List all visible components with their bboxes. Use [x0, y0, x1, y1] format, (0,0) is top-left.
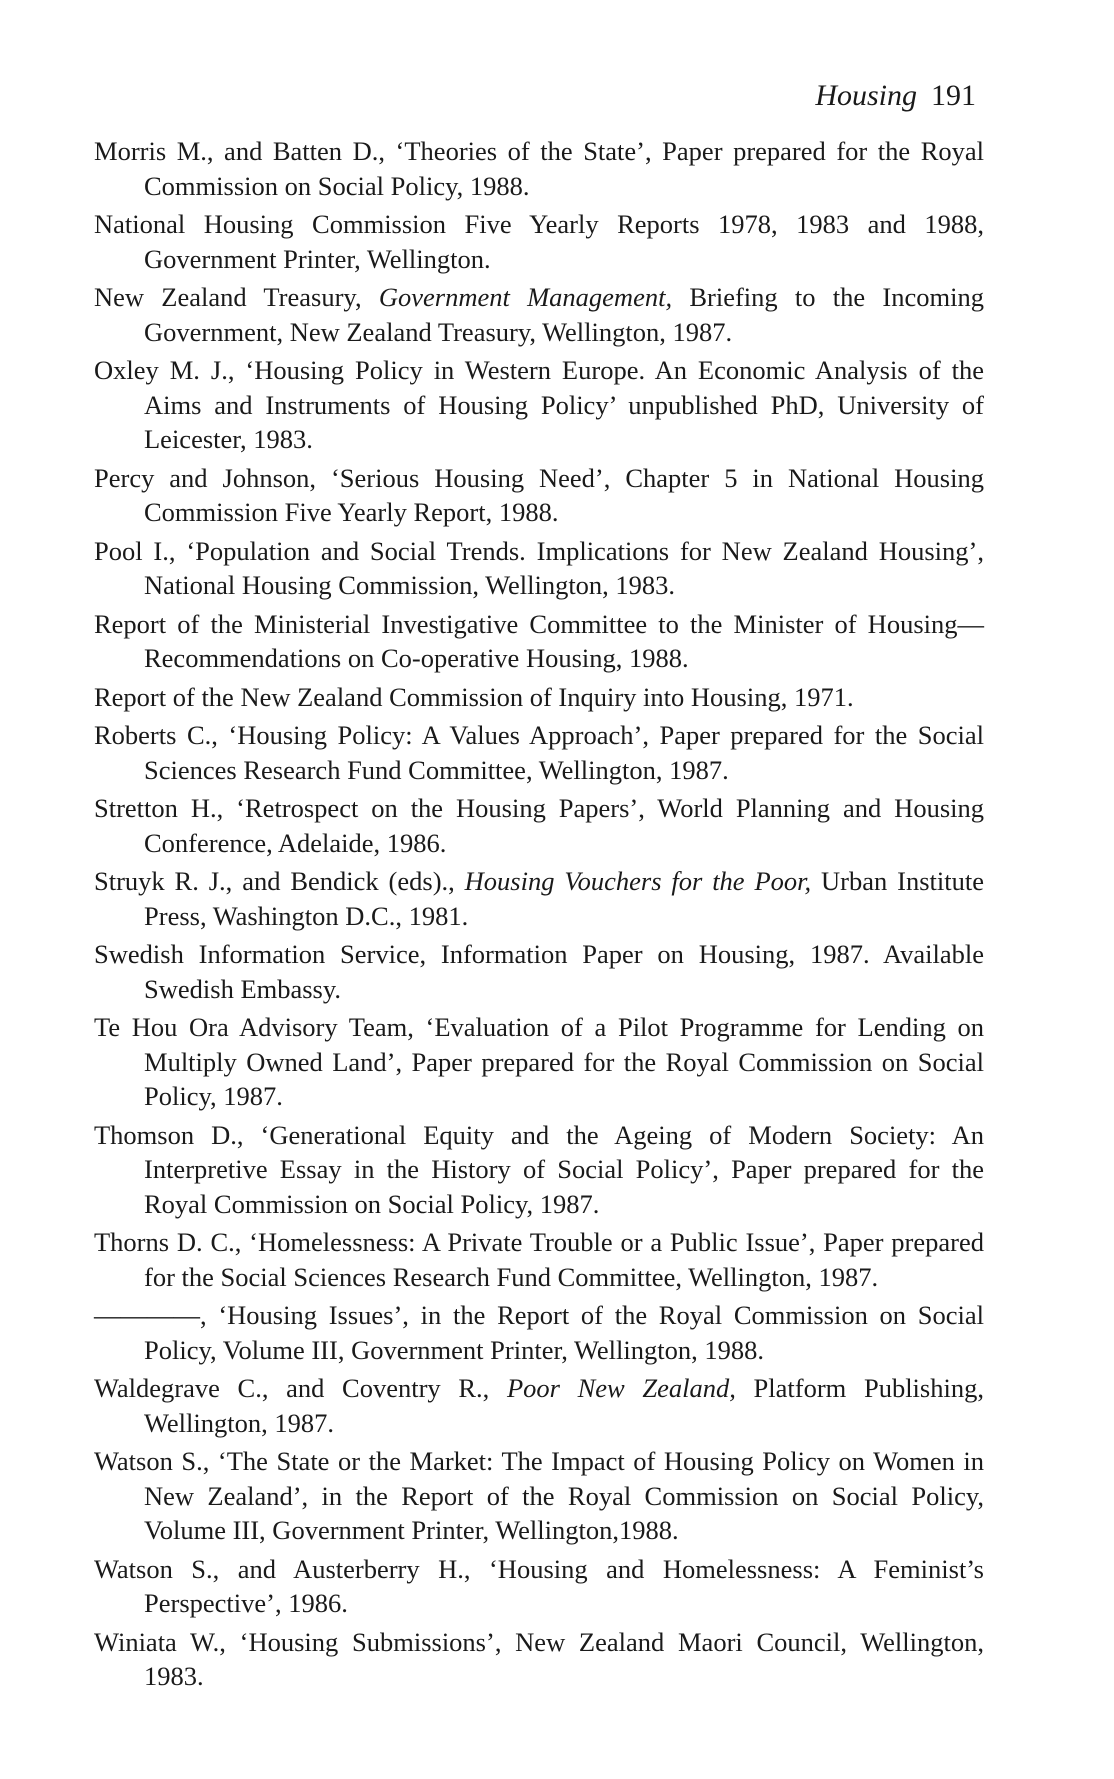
reference-text: Platform Publishing, Wellington, 1987.: [144, 1373, 984, 1438]
reference-title-italic: Government Management,: [378, 282, 673, 312]
reference-text: Pool I., ‘Population and Social Trends. Implications for New Zealand Housing’, National Housing Commission, Wellington, 1983.: [94, 535, 984, 600]
reference-list: [94, 134, 984, 1694]
reference-entry: [94, 1298, 984, 1367]
reference-entry: [94, 207, 984, 276]
reference-entry: [94, 1371, 984, 1440]
reference-entry: [94, 280, 984, 349]
reference-text: Struyk R. J., and Bendick (eds).,: [94, 866, 465, 896]
reference-text: ————, ‘Housing Issues’, in the Report of the Royal Commission on Social Policy, Volume III, Government Printer, Wellington, 1988.: [94, 1300, 984, 1365]
reference-text: Te Hou Ora Advisory Team, ‘Evaluation of a Pilot Programme for Lending on Multiply Owned Land’, Paper prepared for the Royal Commission on Social Policy, 1987.: [94, 1012, 984, 1111]
reference-entry: [94, 1225, 984, 1294]
running-head: [94, 78, 984, 114]
reference-text: Watson S., and Austerberry H., ‘Housing and Homelessness: A Feminist’s Perspective’, 1986.: [94, 1553, 984, 1618]
reference-entry: [94, 607, 984, 676]
reference-entry: [94, 1625, 984, 1694]
reference-entry: [94, 864, 984, 933]
reference-entry: [94, 1010, 984, 1114]
reference-text: Watson S., ‘The State or the Market: The Impact of Housing Policy on Women in New Zealand’, in the Report of the Royal Commission on Social Policy, Volume III, Government Printer, Wellington,1988.: [94, 1446, 984, 1545]
reference-text: Winiata W., ‘Housing Submissions’, New Zealand Maori Council, Wellington, 1983.: [94, 1626, 984, 1691]
reference-text: National Housing Commission Five Yearly Reports 1978, 1983 and 1988, Government Printer, Wellington.: [94, 209, 984, 274]
reference-text: Morris M., and Batten D., ‘Theories of the State’, Paper prepared for the Royal Commission on Social Policy, 1988.: [94, 136, 984, 201]
reference-text: Report of the New Zealand Commission of Inquiry into Housing, 1971.: [94, 681, 854, 712]
reference-text: Swedish Information Service, Information Paper on Housing, 1987. Available Swedish Embassy.: [94, 939, 984, 1004]
reference-text: Report of the Ministerial Investigative Committee to the Minister of Housing—Recommendations on Co-operative Housing, 1988.: [94, 608, 984, 673]
reference-text: Thomson D., ‘Generational Equity and the Ageing of Modern Society: An Interpretive Essay in the History of Social Policy’, Paper prepared for the Royal Commission on Social Policy, 1987.: [94, 1119, 984, 1219]
reference-entry: [94, 680, 984, 715]
reference-text: Waldegrave C., and Coventry R.,: [94, 1373, 507, 1403]
reference-text: Roberts C., ‘Housing Policy: A Values Approach’, Paper prepared for the Social Sciences Research Fund Committee, Wellington, 1987.: [94, 720, 984, 785]
running-head-title: Housing: [815, 79, 917, 112]
reference-entry: [94, 461, 984, 530]
reference-entry: [94, 791, 984, 860]
reference-entry: [94, 1552, 984, 1621]
reference-entry: [94, 937, 984, 1006]
reference-entry: [94, 1444, 984, 1548]
reference-entry: [94, 1118, 984, 1222]
reference-entry: [94, 353, 984, 457]
reference-entry: [94, 534, 984, 603]
reference-title-italic: Poor New Zealand,: [506, 1373, 736, 1403]
reference-title-italic: Housing Vouchers for the Poor,: [464, 866, 812, 896]
reference-text: New Zealand Treasury,: [94, 282, 379, 312]
reference-text: Briefing to the Incoming Government, New Zealand Treasury, Wellington, 1987.: [144, 282, 984, 347]
book-page: [94, 78, 984, 1698]
reference-text: Stretton H., ‘Retrospect on the Housing Papers’, World Planning and Housing Conference, Adelaide, 1986.: [94, 793, 984, 858]
reference-text: Urban Institute Press, Washington D.C., 1981.: [144, 866, 985, 931]
reference-text: Thorns D. C., ‘Homelessness: A Private Trouble or a Public Issue’, Paper prepared for the Social Sciences Research Fund Committee, Wellington, 1987.: [94, 1227, 984, 1292]
reference-text: Oxley M. J., ‘Housing Policy in Western Europe. An Economic Analysis of the Aims and Instruments of Housing Policy’ unpublished PhD, University of Leicester, 1983.: [94, 355, 984, 454]
reference-text: Percy and Johnson, ‘Serious Housing Need’, Chapter 5 in National Housing Commission Five Yearly Report, 1988.: [94, 462, 984, 527]
reference-entry: [94, 134, 984, 203]
page-number: 191: [931, 79, 976, 112]
reference-entry: [94, 718, 984, 787]
